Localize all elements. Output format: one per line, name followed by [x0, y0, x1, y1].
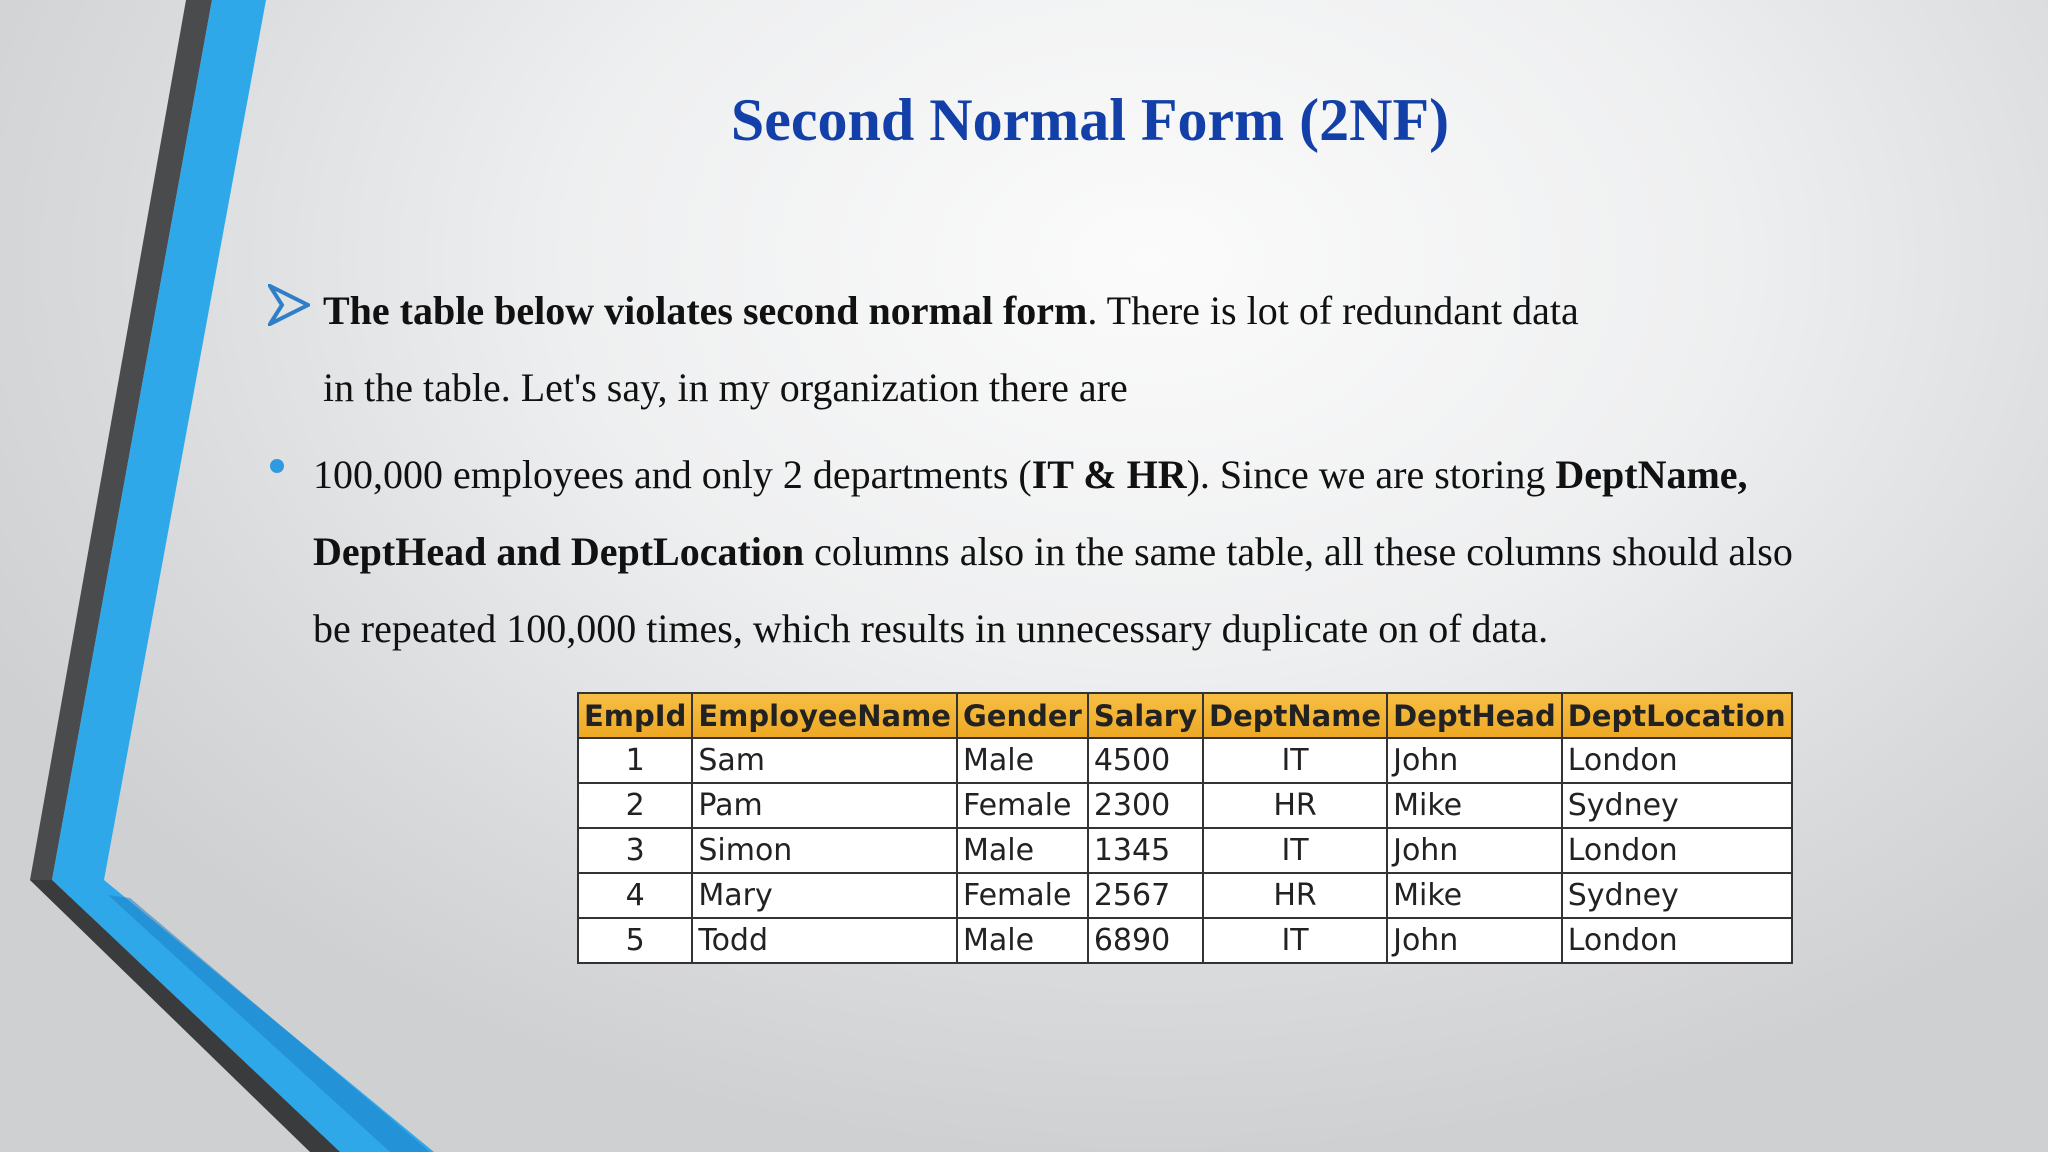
- bullet-2-run-2: IT & HR: [1031, 452, 1187, 497]
- cell-empid: 4: [578, 873, 692, 918]
- employee-table: [577, 692, 1793, 964]
- bullet-2: [313, 436, 1953, 667]
- cell-deptlocation: London: [1562, 828, 1792, 873]
- cell-deptlocation: Sydney: [1562, 783, 1792, 828]
- table-row: [578, 873, 1792, 918]
- cell-employeename: Pam: [692, 783, 957, 828]
- bullet-2-run-3: ). Since we are storing: [1186, 452, 1556, 497]
- bullet-1: [323, 272, 1923, 426]
- cell-empid: 3: [578, 828, 692, 873]
- table-header-row: [578, 693, 1792, 738]
- table-row: [578, 828, 1792, 873]
- cell-empid: 2: [578, 783, 692, 828]
- column-header-salary: Salary: [1088, 693, 1203, 738]
- cell-salary: 1345: [1088, 828, 1203, 873]
- cell-depthead: Mike: [1387, 873, 1562, 918]
- bullet-2-run-1: 100,000 employees and only 2 departments (: [313, 452, 1032, 497]
- cell-salary: 2567: [1088, 873, 1203, 918]
- bullet-1-run-1: The table below violates second normal form: [323, 288, 1088, 333]
- cell-employeename: Sam: [692, 738, 957, 783]
- cell-empid: 5: [578, 918, 692, 963]
- cell-employeename: Todd: [692, 918, 957, 963]
- cell-employeename: Simon: [692, 828, 957, 873]
- column-header-deptname: DeptName: [1203, 693, 1387, 738]
- cell-gender: Male: [957, 738, 1088, 783]
- bullet-2-run-5: DeptHead and DeptLocation: [313, 529, 805, 574]
- bullet-1-run-3: in the table. Let's say, in my organization there are: [323, 365, 1128, 410]
- cell-deptname: IT: [1203, 828, 1387, 873]
- cell-deptname: IT: [1203, 918, 1387, 963]
- column-header-empid: EmpId: [578, 693, 692, 738]
- cell-salary: 4500: [1088, 738, 1203, 783]
- cell-employeename: Mary: [692, 873, 957, 918]
- column-header-employeename: EmployeeName: [692, 693, 957, 738]
- column-header-gender: Gender: [957, 693, 1088, 738]
- cell-depthead: John: [1387, 918, 1562, 963]
- arrow-icon: [268, 284, 310, 326]
- column-header-depthead: DeptHead: [1387, 693, 1562, 738]
- cell-depthead: Mike: [1387, 783, 1562, 828]
- table-row: [578, 738, 1792, 783]
- cell-depthead: John: [1387, 738, 1562, 783]
- cell-deptname: HR: [1203, 873, 1387, 918]
- cell-gender: Female: [957, 873, 1088, 918]
- cell-gender: Male: [957, 828, 1088, 873]
- cell-salary: 2300: [1088, 783, 1203, 828]
- cell-gender: Female: [957, 783, 1088, 828]
- cell-deptlocation: London: [1562, 738, 1792, 783]
- table-row: [578, 783, 1792, 828]
- cell-salary: 6890: [1088, 918, 1203, 963]
- bullet-2-run-7: be repeated 100,000 times, which results in unnecessary duplicate on of data.: [313, 606, 1549, 651]
- cell-deptlocation: London: [1562, 918, 1792, 963]
- slide-title: Second Normal Form (2NF): [730, 87, 1450, 153]
- cell-deptlocation: Sydney: [1562, 873, 1792, 918]
- bullet-2-run-6: columns also in the same table, all these columns should also: [804, 529, 1793, 574]
- table-row: [578, 918, 1792, 963]
- cell-empid: 1: [578, 738, 692, 783]
- column-header-deptlocation: DeptLocation: [1562, 693, 1792, 738]
- bullet-1-run-2: . There is lot of redundant data: [1087, 288, 1579, 333]
- bullet-2-run-4: DeptName,: [1555, 452, 1748, 497]
- cell-deptname: IT: [1203, 738, 1387, 783]
- cell-depthead: John: [1387, 828, 1562, 873]
- dot-icon: [270, 459, 284, 473]
- cell-deptname: HR: [1203, 783, 1387, 828]
- cell-gender: Male: [957, 918, 1088, 963]
